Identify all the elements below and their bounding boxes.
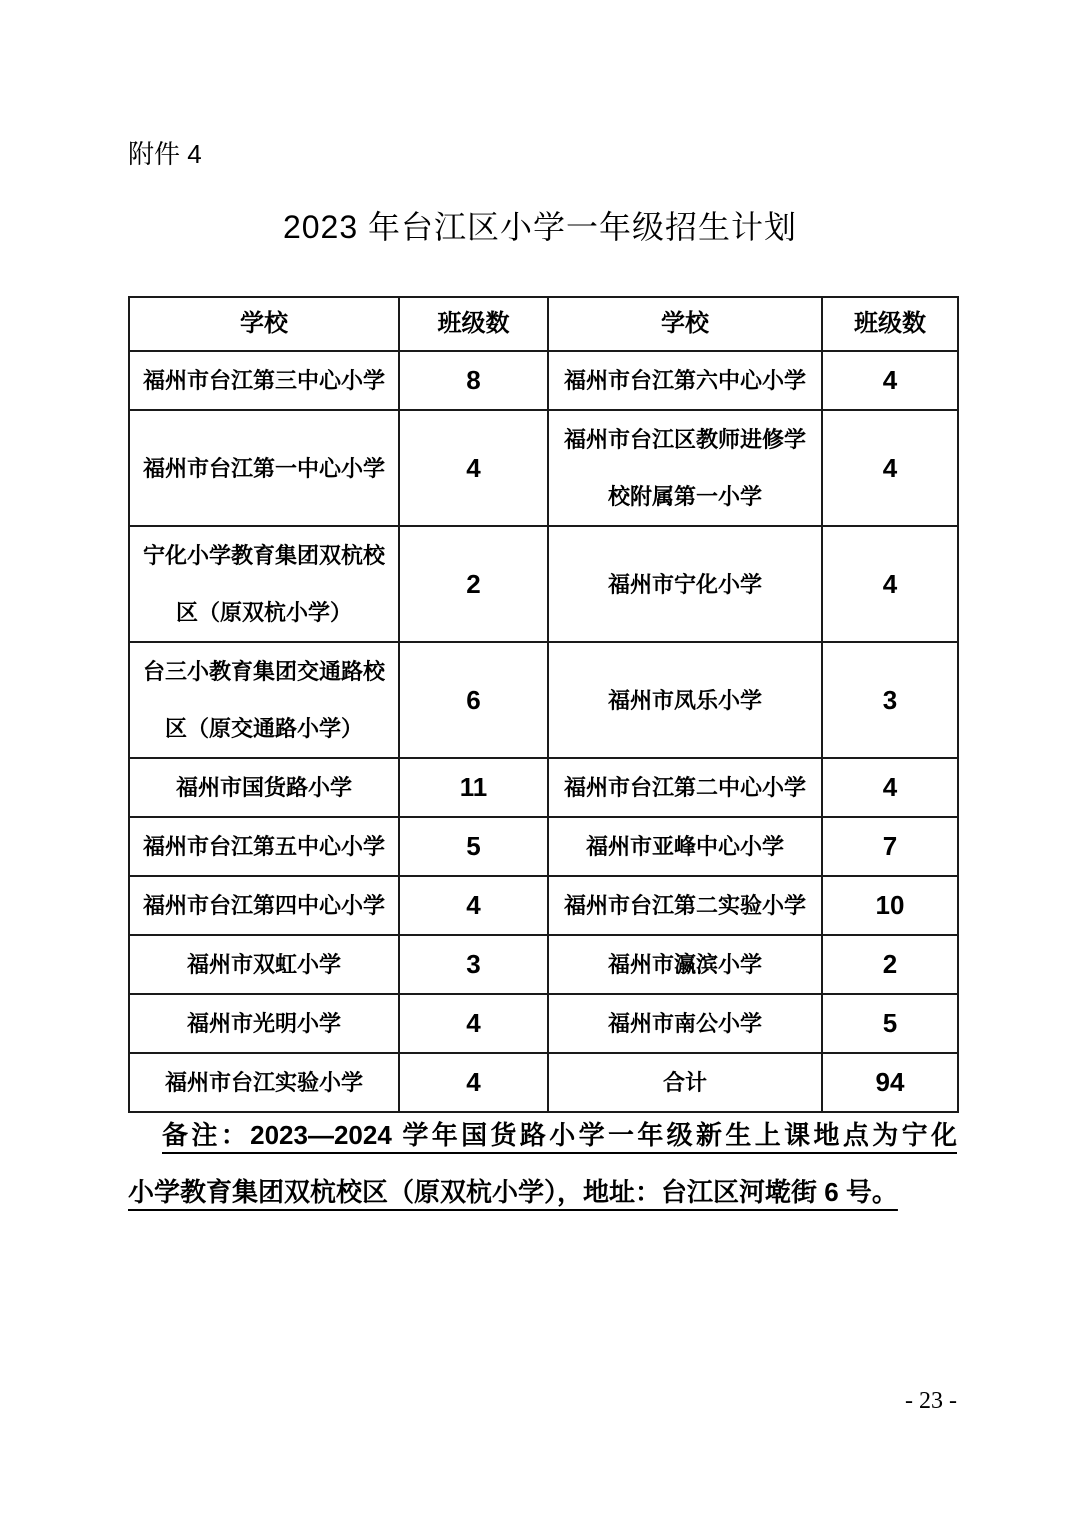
school-name-cell: 福州市国货路小学 bbox=[129, 758, 399, 817]
attachment-label: 附件 4 bbox=[128, 139, 202, 169]
class-count-cell: 4 bbox=[399, 994, 548, 1053]
col-header-school-right: 学校 bbox=[548, 297, 822, 351]
school-name-cell: 福州市台江第六中心小学 bbox=[548, 351, 822, 410]
class-count-cell: 8 bbox=[399, 351, 548, 410]
table-row bbox=[129, 642, 958, 758]
class-count-cell: 10 bbox=[822, 876, 958, 935]
school-name-cell: 福州市南公小学 bbox=[548, 994, 822, 1053]
table-row bbox=[129, 758, 958, 817]
col-header-classes-right: 班级数 bbox=[822, 297, 958, 351]
school-name-cell: 福州市台江第一中心小学 bbox=[129, 410, 399, 526]
total-label-cell: 合计 bbox=[548, 1053, 822, 1112]
school-name-cell: 福州市台江第二实验小学 bbox=[548, 876, 822, 935]
class-count-cell: 5 bbox=[399, 817, 548, 876]
school-name-cell: 福州市亚峰中心小学 bbox=[548, 817, 822, 876]
class-count-cell: 11 bbox=[399, 758, 548, 817]
class-count-cell: 2 bbox=[822, 935, 958, 994]
school-name-cell: 台三小教育集团交通路校区（原交通路小学） bbox=[129, 642, 399, 758]
table-row bbox=[129, 876, 958, 935]
footnote-line-1: 备注：2023—2024 学年国货路小学一年级新生上课地点为宁化 bbox=[162, 1120, 957, 1150]
class-count-cell: 4 bbox=[399, 1053, 548, 1112]
class-count-cell: 4 bbox=[399, 876, 548, 935]
table-row bbox=[129, 526, 958, 642]
class-count-cell: 4 bbox=[822, 410, 958, 526]
school-name-cell: 福州市台江区教师进修学校附属第一小学 bbox=[548, 410, 822, 526]
school-name-cell: 福州市台江第二中心小学 bbox=[548, 758, 822, 817]
school-name-cell: 福州市凤乐小学 bbox=[548, 642, 822, 758]
class-count-cell: 4 bbox=[822, 526, 958, 642]
school-name-cell: 福州市宁化小学 bbox=[548, 526, 822, 642]
footnote-line-2: 小学教育集团双杭校区（原双杭小学），地址：台江区河墘街 6 号。 bbox=[128, 1177, 898, 1207]
school-name-cell: 宁化小学教育集团双杭校区（原双杭小学） bbox=[129, 526, 399, 642]
page-title: 2023 年台江区小学一年级招生计划 bbox=[282, 209, 798, 245]
class-count-cell: 2 bbox=[399, 526, 548, 642]
table-header-row bbox=[129, 297, 958, 351]
school-name-cell: 福州市台江第三中心小学 bbox=[129, 351, 399, 410]
table-row bbox=[129, 935, 958, 994]
footnote bbox=[128, 1107, 957, 1221]
class-count-cell: 5 bbox=[822, 994, 958, 1053]
school-name-cell: 福州市台江实验小学 bbox=[129, 1053, 399, 1112]
class-count-cell: 3 bbox=[822, 642, 958, 758]
table-row bbox=[129, 351, 958, 410]
class-count-cell: 4 bbox=[822, 758, 958, 817]
school-name-cell: 福州市瀛滨小学 bbox=[548, 935, 822, 994]
col-header-classes-left: 班级数 bbox=[399, 297, 548, 351]
enrollment-plan-table bbox=[128, 296, 959, 1113]
class-count-cell: 3 bbox=[399, 935, 548, 994]
school-name-cell: 福州市台江第四中心小学 bbox=[129, 876, 399, 935]
table-row bbox=[129, 817, 958, 876]
school-name-cell: 福州市双虹小学 bbox=[129, 935, 399, 994]
class-count-cell: 7 bbox=[822, 817, 958, 876]
total-count-cell: 94 bbox=[822, 1053, 958, 1112]
class-count-cell: 6 bbox=[399, 642, 548, 758]
table-row-total bbox=[129, 1053, 958, 1112]
page-number: - 23 - bbox=[905, 1388, 957, 1414]
table-row bbox=[129, 994, 958, 1053]
class-count-cell: 4 bbox=[822, 351, 958, 410]
school-name-cell: 福州市台江第五中心小学 bbox=[129, 817, 399, 876]
class-count-cell: 4 bbox=[399, 410, 548, 526]
col-header-school-left: 学校 bbox=[129, 297, 399, 351]
table-row bbox=[129, 410, 958, 526]
school-name-cell: 福州市光明小学 bbox=[129, 994, 399, 1053]
